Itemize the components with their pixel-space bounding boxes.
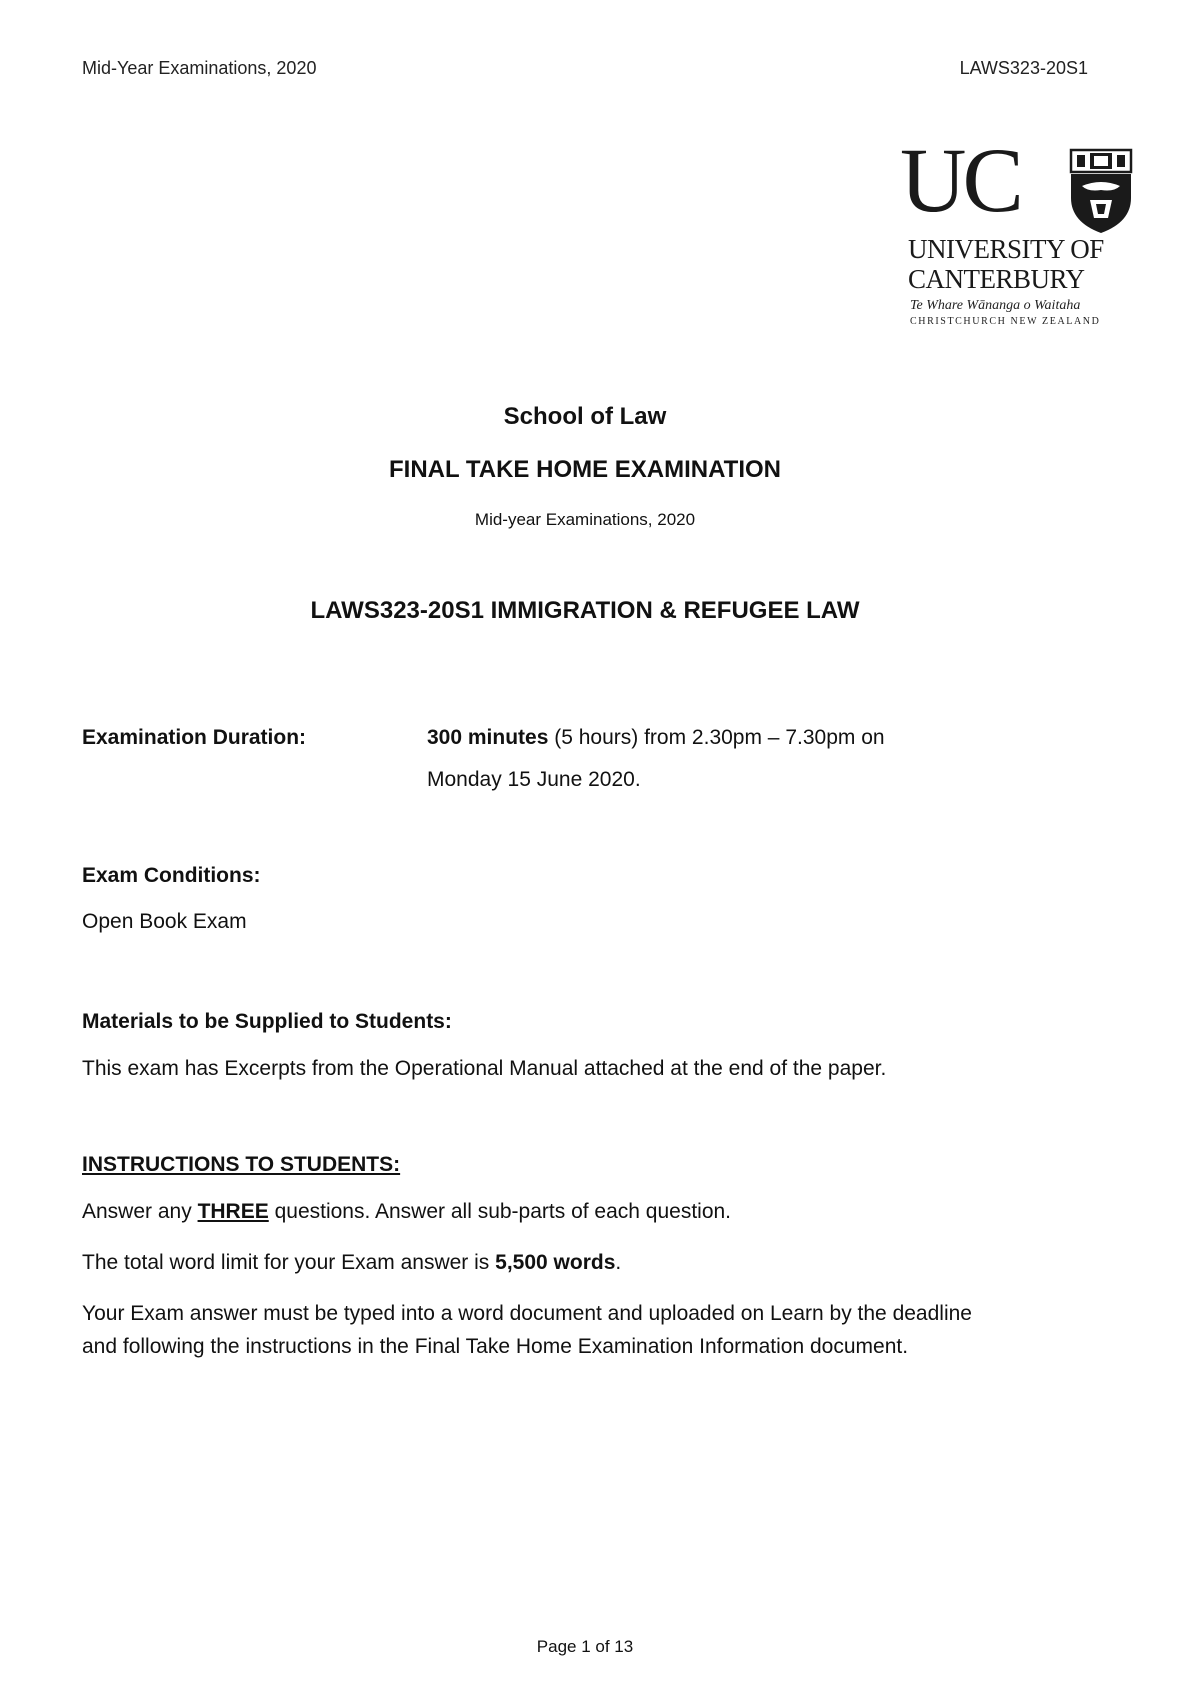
logo-maori-name: Te Whare Wānanga o Waitaha	[910, 298, 1081, 313]
instruction-line-2	[82, 1251, 621, 1275]
instruction-line-3: Your Exam answer must be typed into a word document and uploaded on Learn by the deadline	[82, 1302, 972, 1325]
instructions-heading: INSTRUCTIONS TO STUDENTS:	[82, 1153, 401, 1176]
duration-date: Monday 15 June 2020.	[427, 768, 641, 791]
logo-location: CHRISTCHURCH NEW ZEALAND	[910, 316, 1101, 327]
logo-canterbury: CANTERBURY	[908, 264, 1085, 294]
page-number: Page 1 of 13	[536, 1637, 634, 1656]
logo-university-of: UNIVERSITY OF	[908, 234, 1104, 264]
conditions-label: Exam Conditions:	[82, 864, 261, 887]
course-title: LAWS323-20S1 IMMIGRATION & REFUGEE LAW	[310, 597, 860, 624]
conditions-value: Open Book Exam	[82, 910, 247, 933]
instruction-line-1	[82, 1200, 731, 1224]
materials-label: Materials to be Supplied to Students:	[82, 1010, 452, 1033]
university-logo	[900, 129, 1140, 328]
school-name: School of Law	[503, 403, 667, 430]
instruction-2-post: .	[615, 1251, 622, 1274]
duration-value	[427, 726, 885, 750]
exam-type: FINAL TAKE HOME EXAMINATION	[389, 456, 781, 483]
shield-crest-icon	[1068, 148, 1134, 234]
instruction-1-post: questions. Answer all sub-parts of each question.	[268, 1200, 732, 1223]
instruction-1-emphasis: THREE	[197, 1200, 269, 1223]
instruction-line-4: and following the instructions in the Final Take Home Examination Information document.	[82, 1335, 909, 1358]
materials-value: This exam has Excerpts from the Operational Manual attached at the end of the paper.	[82, 1057, 887, 1080]
duration-label: Examination Duration:	[82, 726, 307, 749]
instruction-2-pre: The total word limit for your Exam answer is	[82, 1251, 496, 1274]
duration-minutes: 300 minutes	[427, 726, 549, 749]
word-limit: 5,500 words	[495, 1251, 616, 1274]
logo-letters: UC	[900, 129, 1020, 231]
instruction-1-pre: Answer any	[82, 1200, 198, 1223]
duration-detail: (5 hours) from 2.30pm – 7.30pm on	[548, 726, 885, 749]
exam-session: Mid-year Examinations, 2020	[474, 510, 696, 529]
running-header-right: LAWS323-20S1	[959, 58, 1088, 78]
running-header-left: Mid-Year Examinations, 2020	[82, 58, 317, 78]
